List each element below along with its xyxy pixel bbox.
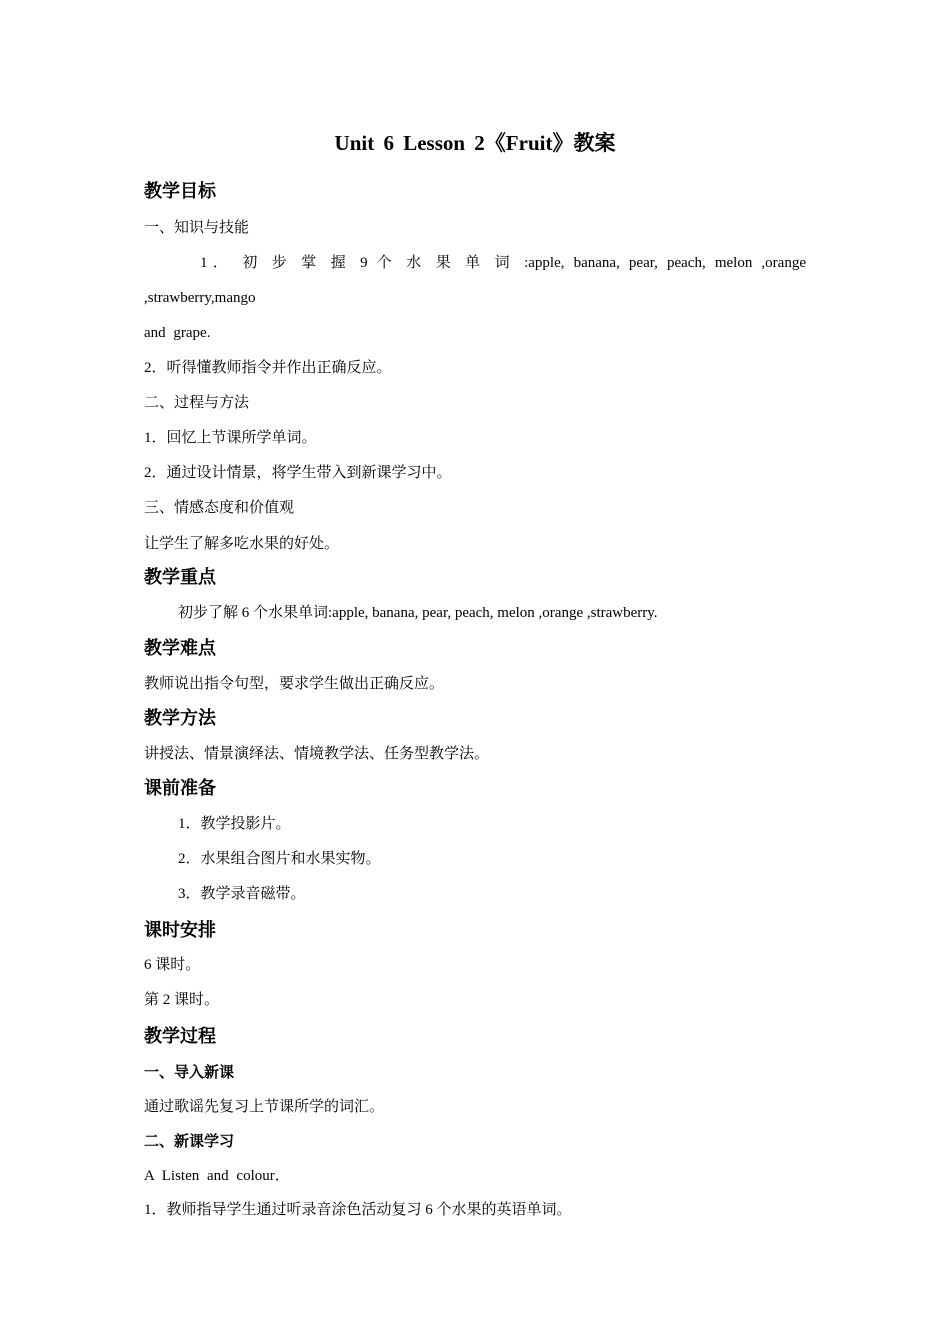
heading-preparation: 课前准备 (144, 778, 216, 799)
paragraph: 让学生了解多吃水果的好处。 (144, 536, 340, 552)
list-item: 3．教学录音磁带。 (178, 886, 306, 902)
heading-difficulties: 教学难点 (144, 638, 216, 659)
heading-schedule: 课时安排 (144, 920, 216, 941)
paragraph: and grape. (144, 325, 211, 341)
heading-key-points: 教学重点 (144, 567, 216, 588)
heading-teaching-methods: 教学方法 (144, 708, 216, 729)
paragraph: 2．通过设计情景，将学生带入到新课学习中。 (144, 465, 452, 481)
subheading-knowledge-skills: 一、知识与技能 (144, 220, 250, 236)
heading-teaching-process: 教学过程 (144, 1026, 216, 1047)
paragraph: 1． 初 步 掌 握 9 个 水 果 单 词 :apple, banana, pear, peach, melon ,orange (200, 255, 806, 271)
list-item: 1．教学投影片。 (178, 816, 291, 832)
list-item: 2．水果组合图片和水果实物。 (178, 851, 381, 867)
paragraph: 1．回忆上节课所学单词。 (144, 430, 317, 446)
paragraph: A Listen and colour． (144, 1168, 290, 1184)
paragraph: ,strawberry,mango (144, 290, 256, 306)
paragraph: 教师说出指令句型，要求学生做出正确反应。 (144, 676, 445, 692)
paragraph: 讲授法、情景演绎法、情境教学法、任务型教学法。 (144, 746, 490, 762)
document-title: Unit 6 Lesson 2《Fruit》教案 (334, 131, 616, 155)
paragraph: 2．听得懂教师指令并作出正确反应。 (144, 360, 392, 376)
paragraph: 第 2 课时。 (144, 992, 220, 1008)
subheading-new-lesson: 二、新课学习 (144, 1132, 235, 1150)
paragraph: 1．教师指导学生通过听录音涂色活动复习 6 个水果的英语单词。 (144, 1202, 572, 1218)
subheading-process-methods: 二、过程与方法 (144, 395, 250, 411)
subheading-attitudes-values: 三、情感态度和价值观 (144, 500, 295, 516)
paragraph: 初步了解 6 个水果单词:apple, banana, pear, peach, melon ,orange ,strawberry. (178, 605, 658, 621)
heading-teaching-objectives: 教学目标 (144, 181, 216, 202)
paragraph: 6 课时。 (144, 957, 201, 973)
paragraph: 通过歌谣先复习上节课所学的词汇。 (144, 1099, 385, 1115)
subheading-introduction: 一、导入新课 (144, 1063, 235, 1081)
